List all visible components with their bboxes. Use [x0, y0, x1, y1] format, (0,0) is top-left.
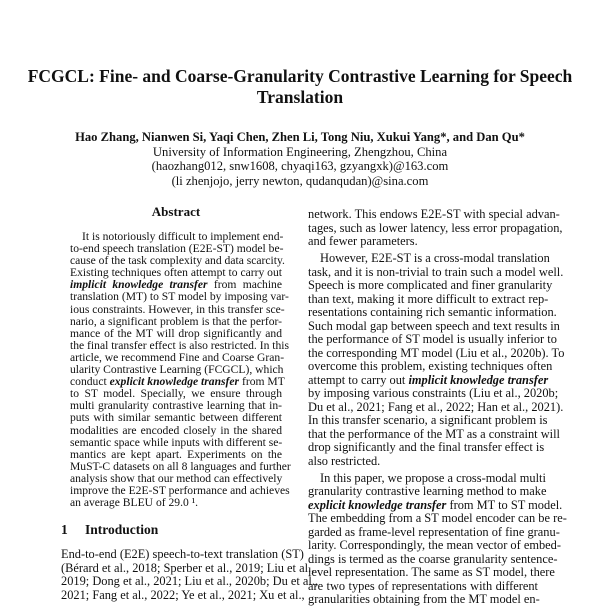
emphasized-text: implicit knowledge transfer [408, 372, 549, 387]
text-segment: the final transfer effect is also restricted. In this [70, 338, 290, 352]
text-line [308, 291, 549, 307]
text-segment: mantics are kept apart. Experiments on the [70, 447, 282, 461]
abstract-body [70, 230, 291, 510]
text-segment: puts with similar semantic between different [70, 411, 282, 425]
text-line [308, 524, 560, 540]
text-line [308, 278, 553, 293]
text-line [308, 359, 553, 374]
text-segment: from MT [239, 375, 285, 389]
abstract-heading: Abstract [151, 204, 201, 219]
text-segment: Existing techniques often attempt to carry out [70, 266, 282, 280]
author-names: Hao Zhang, Nianwen Si, Yaqi Chen, Zhen Li, Tong Niu, Xukui Yang*, and Dan Qu* [75, 130, 525, 144]
text-line [308, 497, 563, 513]
text-line [308, 399, 564, 415]
text-segment: garded as frame-level representation of fine granu- [308, 524, 560, 539]
text-segment: larity. Correspondingly, the mean vector of embed- [308, 538, 562, 552]
text-segment: It is notoriously difficult to implement end- [82, 230, 284, 243]
author-block [0, 130, 600, 188]
text-segment: 2019; Dong et al., 2021; Liu et al., 2020b; Du et al., [61, 574, 319, 589]
text-line [308, 565, 555, 580]
text-segment: End-to-end (E2E) speech-to-text translation (ST) [61, 547, 304, 561]
text-segment: to-end speech translation (E2E-ST) model be- [70, 242, 284, 256]
text-line [308, 426, 560, 442]
text-segment: In this transfer scenario, a significant problem is [308, 413, 548, 427]
text-segment: Speech is more complicated and finer granularity [308, 278, 553, 292]
text-line [308, 372, 549, 388]
text-line [308, 511, 567, 526]
text-line [308, 386, 559, 401]
text-segment: In this paper, we propose a cross-modal multi [320, 470, 546, 485]
text-segment: However, E2E-ST is a cross-modal translation [320, 251, 550, 265]
text-segment: attempt to carry out [308, 372, 409, 387]
text-segment: (Bérard et al., 2018; Sperber et al., 2019; Liu et al., [61, 560, 315, 575]
text-segment: Du et al., 2021; Fang et al., 2022; Han et al., 2021). [308, 399, 564, 414]
text-segment: and fewer parameters. [308, 234, 418, 248]
introduction-body [61, 547, 319, 603]
text-segment: tages, such as lower latency, less error propagation, [308, 220, 563, 235]
text-line [61, 547, 304, 562]
text-segment: task, and it is non-trivial to train such a model well. [308, 264, 564, 279]
text-line [308, 580, 538, 594]
text-segment: translation (MT) to ST model by imposing var- [70, 290, 289, 304]
text-segment: multi granularity contrastive learning that in- [70, 399, 282, 413]
email-line: (haozhang012, snw1608, chyaqi163, gzyangxk)@163.com [151, 159, 449, 173]
text-segment: MuST-C datasets on all 8 languages and further [70, 459, 291, 473]
text-line [61, 574, 319, 589]
text-line [308, 470, 546, 486]
section-number: 1 [61, 522, 68, 537]
text-segment: resentations containing rich semantic information. [308, 305, 557, 319]
emphasized-text: explicit knowledge transfer [109, 375, 240, 389]
text-segment: from machine [207, 278, 282, 292]
text-segment: the corresponding MT model (Liu et al., 2020b). To [308, 345, 565, 360]
text-segment: The embedding from a ST model encoder can be re- [308, 511, 567, 525]
text-line [308, 207, 560, 222]
text-segment: granularity contrastive learning method to make [308, 484, 547, 498]
text-segment: that the performance of the MT as a constraint will [308, 426, 560, 441]
text-segment: cause of the task complexity and data scarcity. [70, 254, 285, 268]
text-line [61, 588, 305, 603]
text-line [308, 484, 547, 499]
text-segment: are two types of representations with different [308, 578, 538, 593]
emphasized-text: implicit knowledge transfer [70, 278, 208, 292]
text-line [308, 235, 538, 249]
text-line [308, 220, 563, 236]
text-segment: overcome this problem, existing techniques often [308, 359, 553, 373]
text-line [308, 318, 560, 334]
right-column-body [308, 207, 567, 607]
text-segment: by imposing various constraints (Liu et al., 2020b; [308, 386, 559, 400]
text-line [308, 413, 548, 428]
text-segment: an average BLEU of 29.0 ¹. [70, 496, 199, 510]
text-line [308, 332, 557, 347]
text-segment: Such modal gap between speech and text results in [308, 318, 560, 333]
text-segment: conduct [70, 375, 110, 389]
paper-title: FCGCL: Fine- and Coarse-Granularity Contrastive Learning for Speech Translation [27, 66, 573, 107]
text-segment: level representation. The same as ST model, there [308, 565, 555, 579]
text-line [70, 497, 282, 509]
text-segment: 2021; Fang et al., 2022; Ye et al., 2021; Xu et al., [61, 588, 305, 603]
text-line [308, 345, 565, 361]
section-heading-introduction [61, 522, 158, 538]
text-segment: network. This endows E2E-ST with special advan- [308, 207, 560, 221]
text-line [61, 560, 315, 576]
text-segment: ularity Contrastive Learning (FCGCL), which [70, 363, 284, 377]
text-segment: article, we recommend Fine and Coarse Gran- [70, 350, 285, 364]
email-line: (li zhenjojo, jerry newton, qudanqudan)@sina.com [171, 173, 429, 188]
text-segment: nario, a significant problem is that the perfor- [70, 314, 282, 328]
text-line [308, 440, 545, 455]
text-segment: mance of the MT will drop significantly and [70, 326, 282, 340]
text-segment: improve the E2E-ST performance and achieves [70, 483, 290, 497]
text-line [308, 305, 557, 320]
text-segment: ious constraints. However, in this transfer sce- [70, 302, 285, 316]
text-segment: than text, making it more difficult to extract rep- [308, 291, 549, 306]
text-line [308, 455, 538, 469]
text-line [308, 251, 550, 266]
text-segment: analysis show that our method can effectively [70, 471, 283, 485]
text-segment: also restricted. [308, 453, 381, 468]
text-segment: dings is termed as the coarse granularity sentence- [308, 551, 558, 566]
emphasized-text: explicit knowledge transfer [308, 497, 447, 512]
text-segment: modalities are encoded closely in the shared [70, 423, 282, 437]
text-line [308, 551, 558, 567]
affiliation: University of Information Engineering, Zhengzhou, China [152, 144, 448, 159]
text-segment: drop significantly and the final transfer effect is [308, 440, 545, 454]
text-line [308, 264, 564, 280]
text-line [308, 538, 562, 553]
text-segment: to ST model. Specially, we ensure through [70, 387, 282, 401]
text-segment: from MT to ST model. [446, 497, 563, 512]
text-line [308, 593, 538, 607]
text-segment: granularities obtaining from the MT model en- [308, 592, 540, 606]
section-title: Introduction [85, 522, 159, 537]
text-segment: the performance of ST model is usually inferior to [308, 332, 557, 346]
text-segment: semantic space while inputs with different se- [70, 435, 283, 449]
